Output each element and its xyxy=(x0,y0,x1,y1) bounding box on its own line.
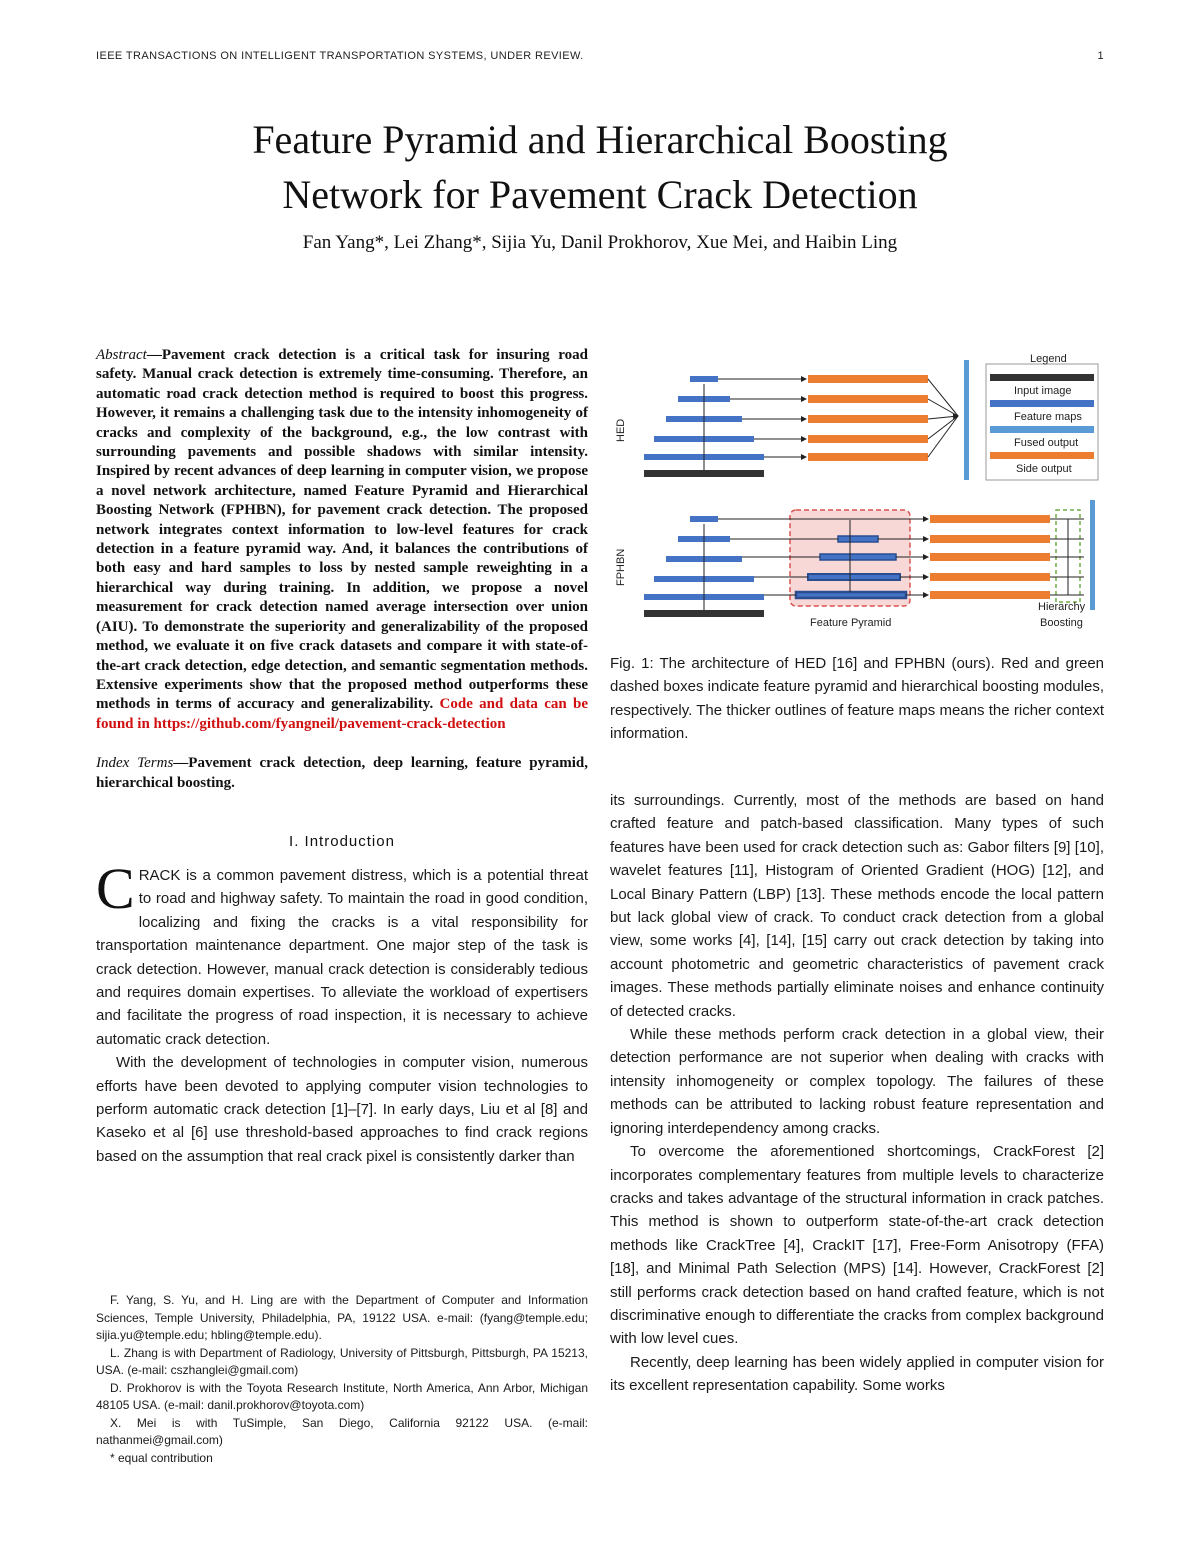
section-heading-introduction: I. Introduction xyxy=(289,832,395,850)
footnotes xyxy=(96,1292,588,1467)
page-number: 1 xyxy=(1097,50,1104,62)
label-hierarchy: Hierarchy xyxy=(1038,601,1086,613)
legend-fused-output: Fused output xyxy=(1014,437,1079,449)
label-feature-pyramid: Feature Pyramid xyxy=(810,617,892,629)
legend-swatch-side xyxy=(990,452,1094,459)
fphbn-side-output-4 xyxy=(930,573,1050,581)
index-terms-text: —Pavement crack detection, deep learning, feature pyramid, hierarchical boosting. xyxy=(96,755,588,791)
hed-fused-output xyxy=(964,360,969,480)
pyramid-map-2 xyxy=(820,554,896,560)
label-boosting: Boosting xyxy=(1040,617,1083,629)
index-terms-lead: Index Terms xyxy=(96,755,174,772)
hed-side-output-1 xyxy=(808,375,928,383)
abstract-text: —Pavement crack detection is a critical task for insuring road safety. Manual crack detection is extremely time-consuming. Therefore, an automatic road crack detection method is required to boost this progress. However, it remains a challenging task due to the intensity inhomogeneity of cracks and complexity of the background, e.g., the low contrast with surrounding pavements and possible shadows with similar intensity. Inspired by recent advances of deep learning in computer vision, we propose a novel network architecture, named Feature Pyramid and Hierarchical Boosting Network (FPHBN), for pavement crack detection. The proposed network integrates context information to low-level features for crack detection in a feature pyramid way. And, it balances the contributions of both easy and hard samples to loss by nested sample reweighting in a hierarchical way during training. In addition, we propose a novel measurement for crack detection named average intersection over union (AIU). To demonstrate the superiority and generalizability of the proposed method, we evaluate it on five crack datasets and compare it with state-of-the-art crack detection, edge detection, and semantic segmentation methods. Extensive experiments show that the proposed method outperforms these methods in terms of accuracy and generalizability. xyxy=(96,347,588,713)
right-paragraph-3: To overcome the aforementioned shortcomings, CrackForest [2] incorporates complementary features from multiple levels to characterize cracks and takes advantage of the structural information in crack patches. This method is shown to outperform state-of-the-art crack detection methods like CrackTree [4], CrackIT [17], Free-Form Anisotropy (FFA) [18], and Minimal Path Selection (MPS) [14]. However, CrackForest [2] still performs crack detection based on hand crafted feature, which is not discriminative enough to differentiate the cracks from complex background with low level cues. xyxy=(610,1143,1104,1348)
pyramid-map-3 xyxy=(808,574,900,580)
legend-title: Legend xyxy=(1030,353,1067,365)
journal-name: IEEE TRANSACTIONS ON INTELLIGENT TRANSPORTATION SYSTEMS, UNDER REVIEW. xyxy=(96,50,584,62)
running-header xyxy=(96,50,1104,66)
figure-caption: Fig. 1: The architecture of HED [16] and FPHBN (ours). Red and green dashed boxes indicate feature pyramid and hierarchical boosting modules, respectively. The thicker outlines of feature maps means the richer context information. xyxy=(610,655,1104,743)
fphbn-feature-map-1 xyxy=(690,516,718,522)
drop-cap: C xyxy=(96,855,135,921)
fphbn-input-image xyxy=(644,610,764,617)
pyramid-map-1 xyxy=(838,536,878,542)
author-list: Fan Yang*, Lei Zhang*, Sijia Yu, Danil Prokhorov, Xue Mei, and Haibin Ling xyxy=(302,232,898,253)
legend-feature-maps: Feature maps xyxy=(1014,411,1082,423)
legend xyxy=(986,353,1098,480)
fphbn-fused-output xyxy=(1090,500,1095,610)
intro-paragraph-2: With the development of technologies in computer vision, numerous efforts have been devoted to applying computer vision technologies to perform automatic crack detection [1]–[7]. In early days, Liu et al [8] and Kaseko et al [6] use threshold-based approaches to find crack regions based on the assumption that real crack pixel is consistently darker than xyxy=(96,1054,588,1165)
index-terms xyxy=(96,754,588,793)
legend-swatch-input xyxy=(990,374,1094,381)
fphbn-diagram xyxy=(644,500,1095,629)
figure-architecture xyxy=(610,350,1104,640)
introduction-body xyxy=(96,855,588,1168)
code-link[interactable]: Code and data can be found in https://github.com/fyangneil/pavement-crack-detection xyxy=(96,696,588,732)
label-fphbn: FPHBN xyxy=(615,548,627,586)
hed-side-output-2 xyxy=(808,395,928,403)
title-line-1: Feature Pyramid and Hierarchical Boosting xyxy=(252,117,948,162)
legend-swatch-fused xyxy=(990,426,1094,433)
footnote-affiliation-2: L. Zhang is with Department of Radiology, University of Pittsburgh, Pittsburgh, PA 15213, USA. (e-mail: cszhanglei@gmail.com) xyxy=(96,1345,588,1377)
legend-side-output: Side output xyxy=(1016,463,1072,475)
legend-swatch-feature xyxy=(990,400,1094,407)
footnote-affiliation-1: F. Yang, S. Yu, and H. Ling are with the Department of Computer and Information Sciences, Temple University, Philadelphia, PA, 19122 USA. e-mail: (fyang@temple.edu; sijia.yu@temple.edu; hbling@temple.edu). xyxy=(96,1293,588,1342)
fphbn-side-output-3 xyxy=(930,553,1050,561)
architecture-diagram xyxy=(610,350,1104,640)
hed-side-output-3 xyxy=(808,415,928,423)
intro-paragraph-1 xyxy=(96,855,588,1051)
footnote-affiliation-4: X. Mei is with TuSimple, San Diego, California 92122 USA. (e-mail: nathanmei@gmail.com) xyxy=(96,1415,588,1447)
hed-side-output-4 xyxy=(808,435,928,443)
fphbn-side-output-5 xyxy=(930,591,1050,599)
legend-input-image: Input image xyxy=(1014,385,1072,397)
hed-feature-map-1 xyxy=(690,376,718,382)
pyramid-map-4 xyxy=(796,592,906,598)
label-hed: HED xyxy=(615,418,627,442)
hed-side-output-5 xyxy=(808,453,928,461)
hed-feature-stack xyxy=(644,360,969,480)
paper-title xyxy=(96,112,1104,222)
fphbn-side-output-2 xyxy=(930,535,1050,543)
left-column xyxy=(96,346,588,1168)
hed-input-image xyxy=(644,470,764,477)
right-paragraph-4: Recently, deep learning has been widely applied in computer vision for its excellent representation capability. Some works xyxy=(610,1353,1104,1395)
footnote-equal-contribution: * equal contribution xyxy=(110,1450,213,1465)
fphbn-side-output-1 xyxy=(930,515,1050,523)
right-column-body xyxy=(610,789,1104,1398)
right-paragraph-2: While these methods perform crack detection in a global view, their detection performance are not superior when dealing with cracks with intensity inhomogeneity or complex topology. The failures of these methods can be attributed to lacking robust feature representation and ignoring interdependency among cracks. xyxy=(610,1026,1104,1137)
abstract-lead: Abstract xyxy=(96,347,147,363)
intro-paragraph-1-text: RACK is a common pavement distress, which is a potential threat to road and highway safety. To maintain the road in good condition, localizing and fixing the cracks is a vital responsibility for transportation maintenance department. One major step of the task is crack detection. However, manual crack detection is considerably tedious and requires domain expertises. To alleviate the workload of expertisers and facilitate the progress of road inspection, it is necessary to achieve automatic crack detection. xyxy=(96,866,588,1048)
footnote-affiliation-3: D. Prokhorov is with the Toyota Research Institute, North America, Ann Arbor, Michigan 48105 USA. (e-mail: danil.prokhorov@toyota.com) xyxy=(96,1380,588,1412)
abstract xyxy=(96,346,588,734)
right-paragraph-1: its surroundings. Currently, most of the methods are based on hand crafted feature and patch-based classification. Many types of such features have been used for crack detection such as: Gabor filters [9] [10], wavelet features [11], Histogram of Oriented Gradient (HOG) [12], and Local Binary Pattern (LBP) [13]. These methods encode the local pattern but lack global view of crack. To conduct crack detection from a global view, some works [4], [14], [15] carry out crack detection by taking into account photometric and geometric characteristics of pavement crack images. These methods partially eliminate noises and enhance continuity of detected cracks. xyxy=(610,792,1104,1020)
title-line-2: Network for Pavement Crack Detection xyxy=(282,172,918,217)
